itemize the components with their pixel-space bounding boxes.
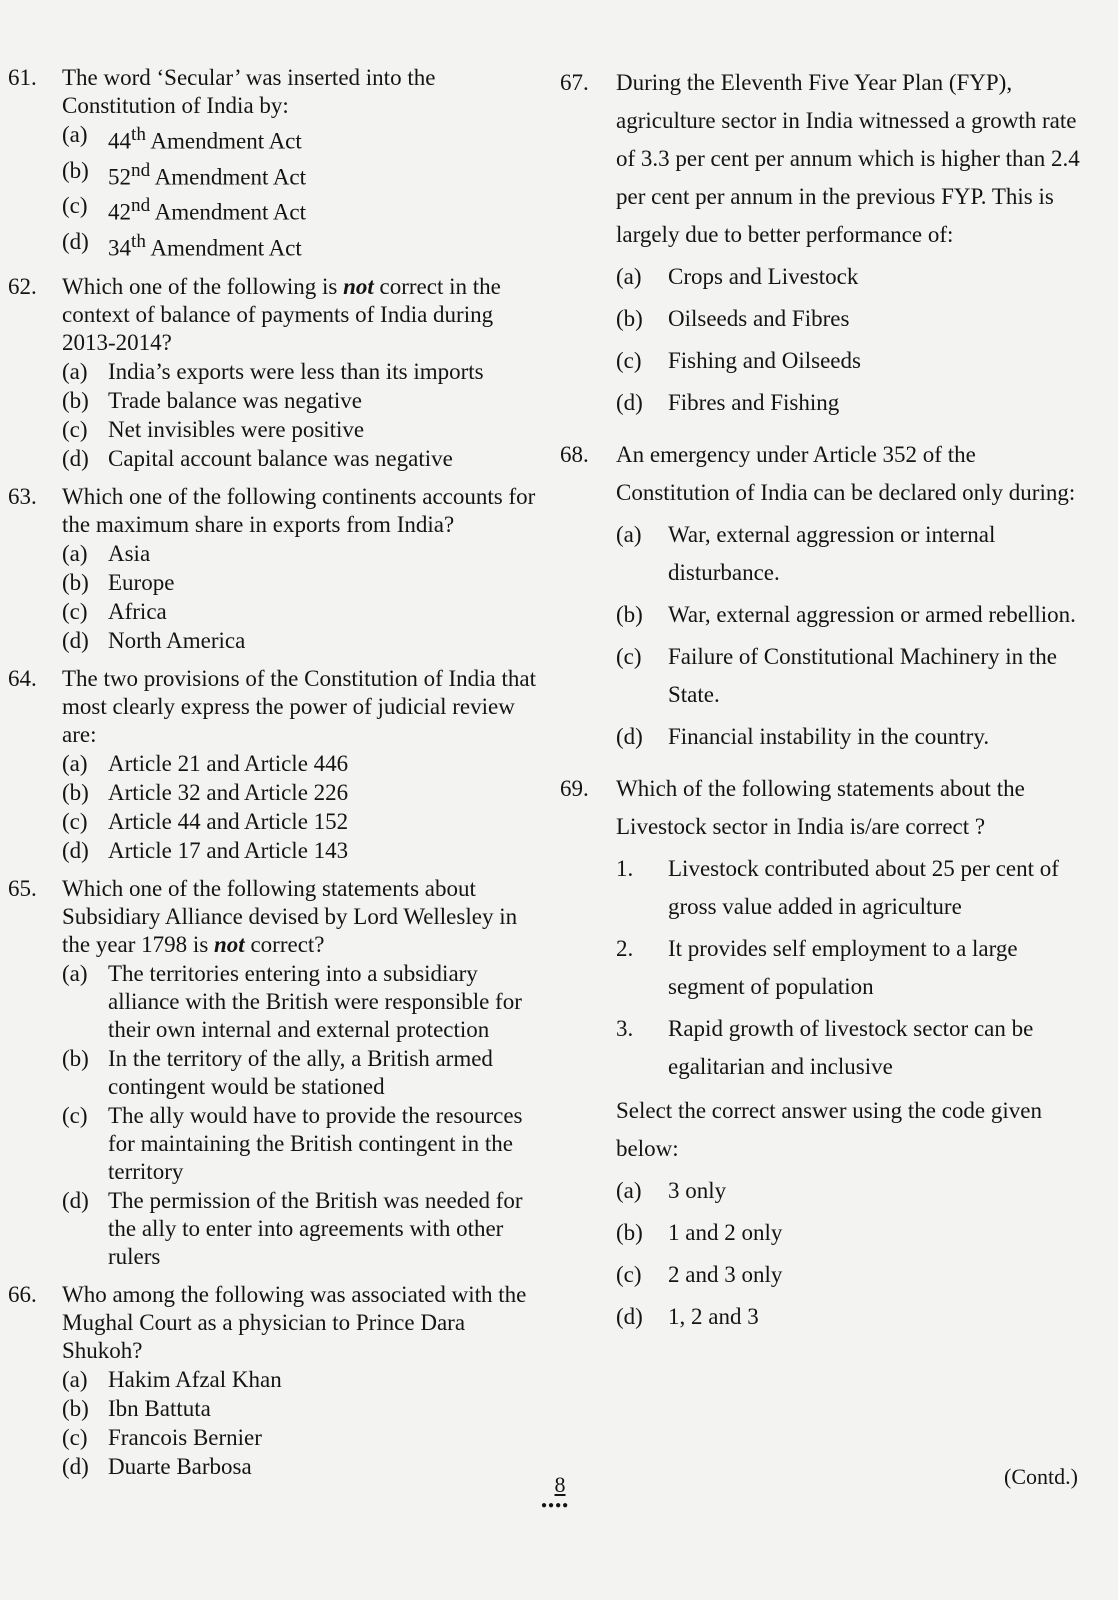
option-text: War, external aggression or internal disturbance. — [668, 522, 996, 585]
question-69 — [560, 770, 1095, 1336]
option-label: (c) — [616, 348, 642, 373]
question-62 — [8, 273, 538, 473]
answer-option[interactable] — [62, 569, 538, 597]
answer-option[interactable] — [62, 1395, 538, 1423]
option-label: (c) — [62, 808, 88, 834]
question-number: 65. — [8, 875, 37, 901]
option-label: (d) — [62, 1453, 89, 1479]
question-65 — [8, 875, 538, 1271]
answer-option[interactable] — [616, 258, 1095, 296]
statement-number: 2. — [616, 936, 634, 961]
statement-number: 1. — [616, 856, 634, 881]
page-number: 8 — [554, 1472, 566, 1497]
question-66 — [8, 1281, 538, 1481]
question-number: 61. — [8, 65, 37, 90]
option-text: Europe — [108, 569, 175, 595]
option-text: In the territory of the ally, a British armed contingent would be stationed — [108, 1045, 493, 1099]
option-label: (c) — [62, 598, 88, 624]
option-text: Capital account balance was negative — [108, 445, 453, 471]
option-label: (a) — [62, 960, 88, 986]
question-text: Who among the following was associated with the Mughal Court as a physician to Prince Dara Shukoh? — [62, 1281, 527, 1363]
right-column — [560, 64, 1095, 1350]
contd-label: (Contd.) — [1004, 1464, 1078, 1489]
question-text: Which one of the following is not correct in the context of balance of payments of India during 2013-2014? — [62, 273, 501, 355]
option-label: (a) — [62, 750, 88, 776]
answer-instruction: Select the correct answer using the code given below: — [616, 1098, 1042, 1161]
option-text: Failure of Constitutional Machinery in the State. — [668, 644, 1058, 707]
option-text: Article 17 and Article 143 — [108, 837, 349, 863]
question-text: An emergency under Article 352 of the Constitution of India can be declared only during: — [616, 442, 1076, 505]
question-64 — [8, 665, 538, 865]
option-text: Duarte Barbosa — [108, 1453, 252, 1479]
answer-option[interactable] — [62, 1366, 538, 1394]
option-text: Article 32 and Article 226 — [108, 779, 349, 805]
answer-option[interactable] — [616, 596, 1095, 634]
option-label: (b) — [62, 1395, 89, 1421]
option-text: The territories entering into a subsidiary alliance with the British were responsible for their own internal and external protection — [108, 960, 522, 1042]
answer-option[interactable] — [616, 638, 1095, 714]
option-text: Oilseeds and Fibres — [668, 306, 850, 331]
answer-option[interactable] — [616, 384, 1095, 422]
question-text: Which one of the following continents accounts for the maximum share in exports from India? — [62, 483, 536, 537]
option-text: India’s exports were less than its imports — [108, 358, 484, 384]
option-label: (b) — [62, 157, 89, 183]
option-text: The permission of the British was needed for the ally to enter into agreements with other rulers — [108, 1187, 523, 1269]
option-text: War, external aggression or armed rebellion. — [668, 602, 1076, 627]
answer-option[interactable] — [616, 1214, 1095, 1252]
option-label: (c) — [62, 193, 88, 219]
answer-option[interactable] — [62, 121, 538, 156]
answer-option[interactable] — [62, 157, 538, 192]
answer-option[interactable] — [62, 627, 538, 655]
answer-option[interactable] — [62, 1424, 538, 1452]
option-label: (c) — [62, 416, 88, 442]
option-label: (b) — [62, 1045, 89, 1071]
option-label: (a) — [62, 358, 88, 384]
statement-text: Livestock contributed about 25 per cent of gross value added in agriculture — [668, 856, 1059, 919]
question-text: The word ‘Secular’ was inserted into the Constitution of India by: — [62, 65, 436, 118]
answer-option[interactable] — [62, 779, 538, 807]
statement-number: 3. — [616, 1016, 634, 1041]
answer-option[interactable] — [62, 228, 538, 263]
question-text: Which of the following statements about the Livestock sector in India is/are correct ? — [616, 776, 1025, 839]
option-label: (a) — [616, 522, 642, 547]
question-number: 64. — [8, 665, 37, 691]
answer-option[interactable] — [62, 837, 538, 865]
question-67 — [560, 64, 1095, 422]
question-text: Which one of the following statements about Subsidiary Alliance devised by Lord Wellesley in the year 1798 is not correct? — [62, 875, 518, 957]
option-text: Net invisibles were positive — [108, 416, 365, 442]
option-label: (d) — [62, 627, 89, 653]
statement-text: It provides self employment to a large segment of population — [668, 936, 1018, 999]
question-61 — [8, 64, 538, 263]
option-label: (c) — [62, 1102, 88, 1128]
option-text: 2 and 3 only — [668, 1262, 783, 1287]
option-text: Financial instability in the country. — [668, 724, 990, 749]
option-label: (d) — [62, 1187, 89, 1213]
option-text: Trade balance was negative — [108, 387, 362, 413]
answer-option[interactable] — [616, 516, 1095, 592]
answer-option[interactable] — [616, 1172, 1095, 1210]
option-text: Fishing and Oilseeds — [668, 348, 861, 373]
answer-option[interactable] — [616, 1256, 1095, 1294]
answer-option[interactable] — [62, 808, 538, 836]
option-label: (a) — [62, 122, 88, 147]
option-label: (c) — [616, 644, 642, 669]
option-text: Article 44 and Article 152 — [108, 808, 349, 834]
option-label: (a) — [616, 1178, 642, 1203]
answer-option[interactable] — [62, 358, 538, 386]
option-text: Crops and Livestock — [668, 264, 859, 289]
option-label: (c) — [616, 1262, 642, 1287]
answer-option[interactable] — [616, 718, 1095, 756]
option-label: (d) — [616, 1304, 643, 1329]
option-text: 34th Amendment Act — [108, 230, 302, 261]
option-label: (b) — [616, 602, 643, 627]
option-text: Fibres and Fishing — [668, 390, 840, 415]
option-text: Ibn Battuta — [108, 1395, 211, 1421]
answer-option[interactable] — [616, 342, 1095, 380]
answer-option[interactable] — [62, 960, 538, 1044]
option-text: Hakim Afzal Khan — [108, 1366, 282, 1392]
statement-item — [616, 930, 1095, 1006]
option-label: (b) — [62, 569, 89, 595]
question-68 — [560, 436, 1095, 756]
answer-option[interactable] — [62, 1045, 538, 1101]
answer-option[interactable] — [62, 540, 538, 568]
option-text: 42nd Amendment Act — [108, 195, 307, 225]
statement-item — [616, 1010, 1095, 1086]
question-63 — [8, 483, 538, 655]
option-text: The ally would have to provide the resources for maintaining the British contingent in the territory — [108, 1102, 523, 1184]
option-label: (d) — [62, 837, 89, 863]
answer-option[interactable] — [62, 1453, 538, 1481]
answer-option[interactable] — [616, 300, 1095, 338]
answer-option[interactable] — [62, 750, 538, 778]
option-label: (a) — [62, 1366, 88, 1392]
question-number: 68. — [560, 442, 589, 467]
option-text: 1 and 2 only — [668, 1220, 783, 1245]
option-label: (b) — [616, 1220, 643, 1245]
option-label: (d) — [616, 390, 643, 415]
option-label: (a) — [62, 540, 88, 566]
option-text: 3 only — [668, 1178, 727, 1203]
option-label: (b) — [62, 387, 89, 413]
answer-option[interactable] — [62, 445, 538, 473]
left-column — [8, 64, 538, 1491]
answer-option[interactable] — [62, 192, 538, 227]
option-text: Francois Bernier — [108, 1424, 262, 1450]
option-label: (b) — [62, 779, 89, 805]
question-number: 63. — [8, 483, 37, 509]
option-text: Article 21 and Article 446 — [108, 750, 349, 776]
option-label: (a) — [616, 264, 642, 289]
option-label: (c) — [62, 1424, 88, 1450]
option-text: 1, 2 and 3 — [668, 1304, 759, 1329]
option-text: 52nd Amendment Act — [108, 159, 307, 190]
question-number: 66. — [8, 1281, 37, 1307]
page-ornament: ●●●● — [541, 1500, 570, 1511]
question-text: The two provisions of the Constitution of India that most clearly express the power of judicial review are: — [62, 665, 537, 747]
option-text: 44th Amendment Act — [108, 124, 302, 154]
statement-text: Rapid growth of livestock sector can be egalitarian and inclusive — [668, 1016, 1034, 1079]
question-text: During the Eleventh Five Year Plan (FYP), agriculture sector in India witnessed a growth rate of 3.3 per cent per annum which is higher than 2.4 per cent per annum in the previous FYP. This is largely due to better performance of: — [616, 70, 1080, 247]
question-number: 62. — [8, 273, 37, 299]
answer-option[interactable] — [616, 1298, 1095, 1336]
option-text: North America — [108, 627, 246, 653]
option-label: (d) — [62, 445, 89, 471]
question-number: 69. — [560, 776, 589, 801]
answer-option[interactable] — [62, 598, 538, 626]
option-label: (b) — [616, 306, 643, 331]
answer-option[interactable] — [62, 1102, 538, 1186]
option-text: Asia — [108, 540, 151, 566]
option-label: (d) — [616, 724, 643, 749]
option-label: (d) — [62, 228, 89, 254]
answer-option[interactable] — [62, 1187, 538, 1271]
answer-option[interactable] — [62, 416, 538, 444]
statement-item — [616, 850, 1095, 926]
option-text: Africa — [108, 598, 167, 624]
answer-option[interactable] — [62, 387, 538, 415]
question-number: 67. — [560, 70, 589, 95]
